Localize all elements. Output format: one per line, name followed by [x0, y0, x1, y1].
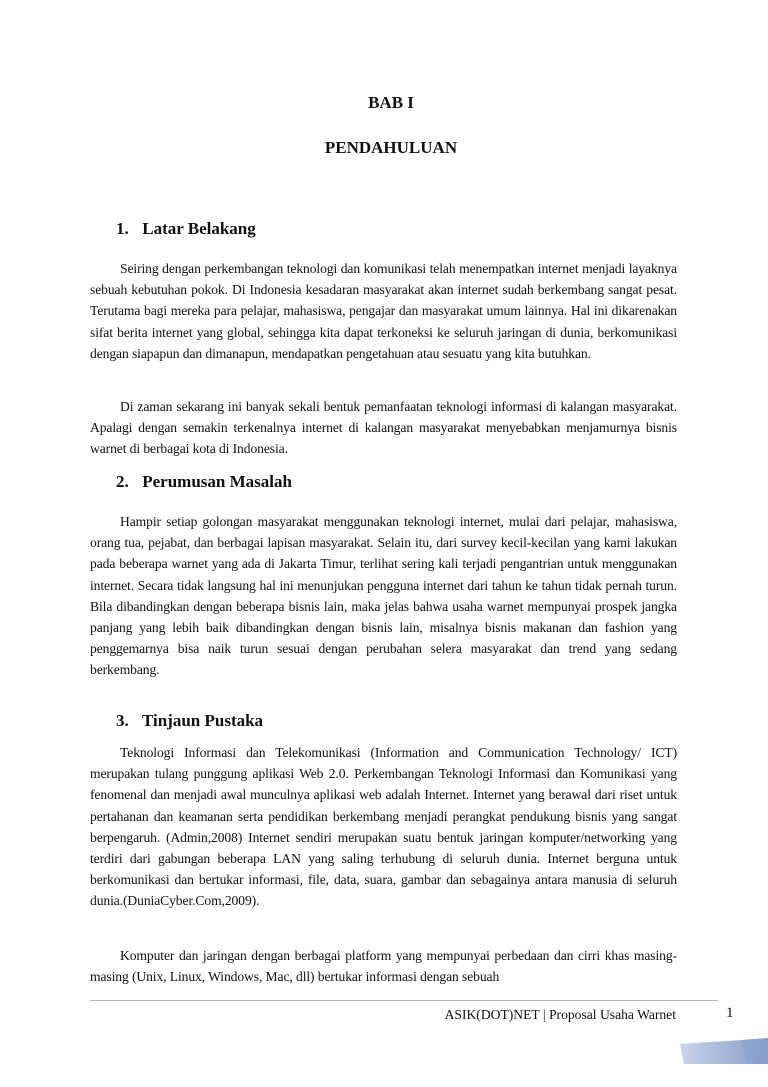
chapter-number: BAB I: [368, 93, 414, 112]
section-heading-tinjaun-pustaka: [116, 711, 263, 731]
section-heading-perumusan-masalah: [116, 472, 292, 492]
paragraph: Seiring dengan perkembangan teknologi dan komunikasi telah menempatkan internet menjadi layaknya sebuah kebutuhan pokok. Di Indonesia kesadaran masyarakat akan internet sudah berkembang sangat pesat. Terutama bagi mereka para pelajar, mahasiswa, pengajar dan masyarakat umum lainnya. Hal ini dikarenakan sifat berita internet yang global, sehingga kita dapat terkoneksi ke seluruh jaringan di dunia, berkomunikasi dengan siapapun dan dimanapun, mendapatkan pengetahuan atau sesuatu yang kita butuhkan.: [90, 261, 677, 361]
section-heading-latar-belakang: [116, 219, 256, 239]
section-title: Tinjaun Pustaka: [141, 711, 264, 730]
paragraph: Di zaman sekarang ini banyak sekali bentuk pemanfaatan teknologi informasi di kalangan masyarakat. Apalagi dengan semakin terkenalnya internet di kalangan masyarakat menyebabkan menjamurnya bisnis warnet di berbagai kota di Indonesia.: [90, 399, 677, 457]
paragraph: Teknologi Informasi dan Telekomunikasi (Information and Communication Technology/ ICT) merupakan tulang punggung aplikasi Web 2.0. Perkembangan Teknologi Informasi dan Komunikasi yang fenomenal dan menjadi awal munculnya aplikasi web adalah Internet. Internet yang berawal dari riset untuk pertahanan dan keamanan serta pendidikan berkembang menjadi perangkat pendukung bisnis yang sangat berpengaruh. (Admin,2008) Internet sendiri merupakan suatu bentuk jaringan komputer/networking yang terdiri dari gabungan beberapa LAN yang saling terhubung di seluruh dunia. Internet berguna untuk berkomunikasi dan bertukar informasi, file, data, suara, gambar dan sebagainya antara manusia di seluruh dunia.(DuniaCyber.Com,2009).: [90, 745, 677, 909]
section-title: Latar Belakang: [142, 219, 256, 238]
section-title: Perumusan Masalah: [142, 472, 292, 491]
paragraph: Komputer dan jaringan dengan berbagai platform yang mempunyai perbedaan dan cirri khas masing-masing (Unix, Linux, Windows, Mac, dll) bertukar informasi dengan sebuah: [90, 948, 677, 985]
section-number: 2.: [116, 472, 129, 491]
paragraph: Hampir setiap golongan masyarakat menggunakan teknologi internet, mulai dari pelajar, mahasiswa, orang tua, pejabat, dan berbagai lapisan masyarakat. Selain itu, dari survey kecil-kecilan yang kami lakukan pada beberapa warnet yang ada di Jakarta Timur, terlihat sering kali terjadi pengantrian untuk menggunakan internet. Secara tidak langsung hal ini menunjukan pengguna internet dari tahun ke tahun tidak pernah turun. Bila dibandingkan dengan beberapa bisnis lain, maka jelas bahwa usaha warnet mempunyai prospek jangka panjang yang lebih baik dibandingkan dengan bisnis lain, misalnya bisnis makanan dan fashion yang penggemarnya bisa naik turun sesuai dengan perubahan selera masyarakat dan trend yang sedang berkembang.: [90, 514, 677, 678]
chapter-title: PENDAHULUAN: [324, 138, 458, 157]
footer-text: ASIK(DOT)NET | Proposal Usaha Warnet: [444, 1007, 676, 1022]
section-number: 1.: [116, 219, 129, 238]
page-number: 1: [726, 1005, 734, 1021]
section-number: 3.: [116, 711, 129, 730]
page-curl-decoration-icon: [680, 1038, 768, 1064]
footer-divider: [90, 1000, 718, 1001]
